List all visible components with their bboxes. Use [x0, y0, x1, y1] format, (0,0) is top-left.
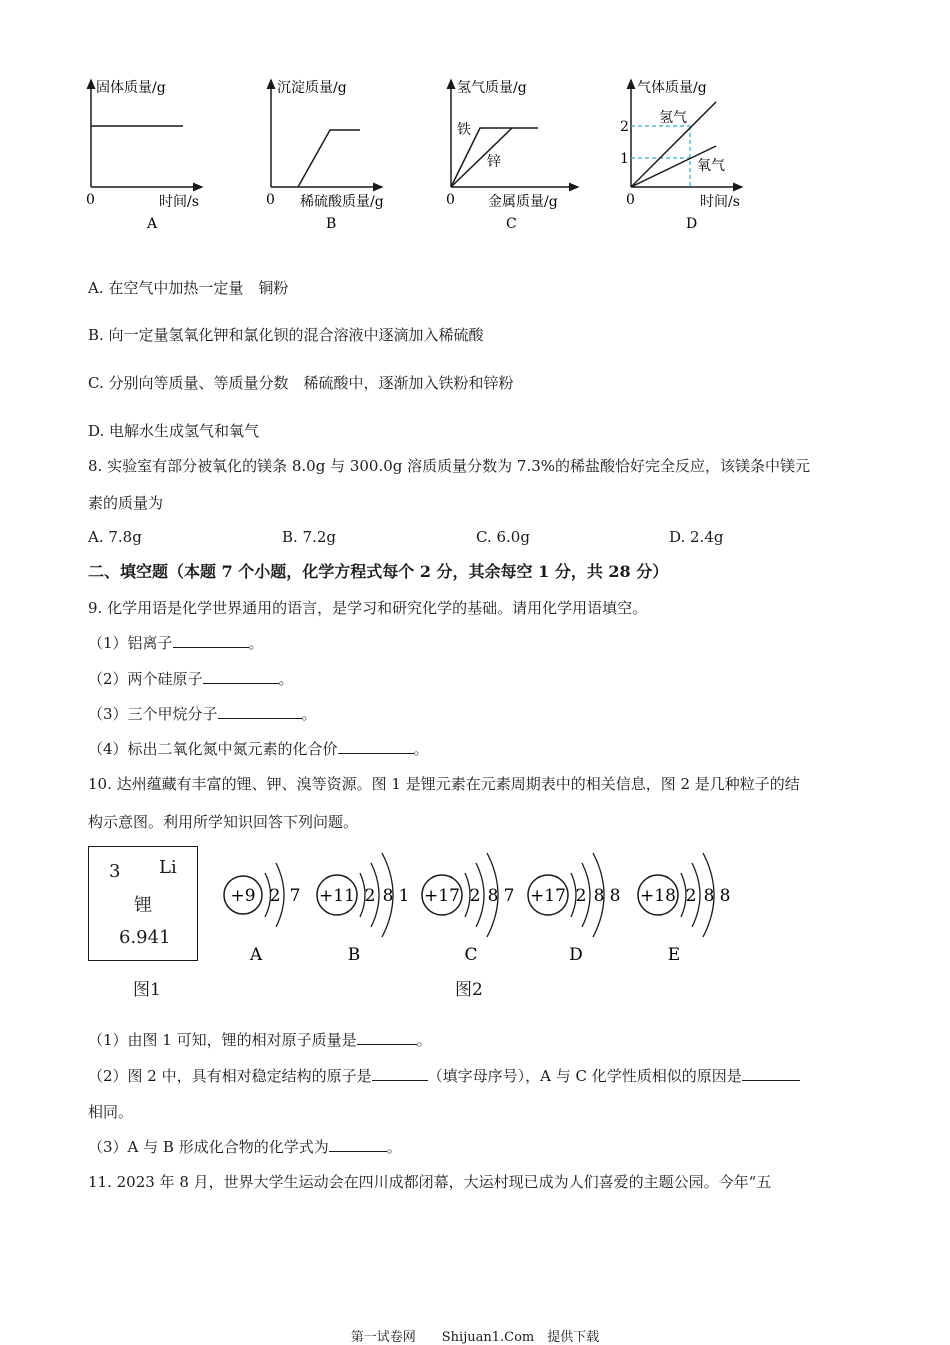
graph-d-xlabel: 时间/s	[700, 194, 740, 210]
graph-d-oxygen-label: 氧气	[697, 158, 725, 174]
particle-d-label: D	[569, 945, 583, 965]
particle-a-nucleus: +9	[230, 886, 256, 906]
particle-d-shell-2: 8	[593, 886, 605, 906]
q8-option-b: B. 7.2g	[282, 528, 337, 546]
q8-option-c: C. 6.0g	[476, 528, 530, 546]
graph-d-hydrogen-label: 氢气	[659, 110, 687, 126]
q10-sub3-text: （3）A 与 B 形成化合物的化学式为	[88, 1138, 329, 1156]
q10-sub1-text: （1）由图 1 可知，锂的相对原子质量是	[88, 1031, 357, 1049]
fig1-caption: 图1	[133, 980, 161, 1000]
particle-c-nucleus: +17	[424, 886, 460, 906]
q8-option-a: A. 7.8g	[88, 528, 142, 546]
particle-d	[528, 853, 620, 965]
graph-b-line	[298, 130, 360, 187]
q10-sub3	[88, 1137, 402, 1157]
graphs-figure	[0, 60, 950, 250]
particle-a-label: A	[249, 945, 263, 965]
graph-c-caption: C	[506, 216, 517, 232]
particle-c-shell-3: 7	[503, 886, 515, 906]
section-2-header: 二、填空题（本题 7 个小题，化学方程式每个 2 分，其余每空 1 分，共 28 分）	[88, 562, 669, 581]
q9-item-2	[88, 669, 294, 689]
particle-c-shell-1: 2	[469, 886, 481, 906]
q10-sub1	[88, 1030, 432, 1050]
q10-stem-line1: 10. 达州蕴藏有丰富的锂、钾、溴等资源。图 1 是锂元素在元素周期表中的相关信息，图 2 是几种粒子的结	[88, 775, 800, 793]
graph-b-xlabel: 稀硫酸质量/g	[300, 194, 384, 210]
q9-stem: 9. 化学用语是化学世界通用的语言，是学习和研究化学的基础。请用化学用语填空。	[88, 599, 648, 617]
particle-e-shell-3: 8	[719, 886, 731, 906]
q7-option-a: A. 在空气中加热一定量 铜粉	[88, 279, 289, 297]
q9-item-4-blank[interactable]	[338, 739, 414, 754]
q8-stem-line2: 素的质量为	[88, 494, 164, 512]
graph-d	[620, 79, 742, 232]
graph-b-ylabel: 沉淀质量/g	[277, 80, 347, 96]
graph-c-zinc-label: 锌	[487, 154, 501, 170]
q9-item-2-end: 。	[278, 670, 294, 688]
particle-d-nucleus: +17	[530, 886, 566, 906]
q7-option-d: D. 电解水生成氢气和氧气	[88, 422, 260, 440]
graph-c-iron-label: 铁	[457, 122, 471, 138]
graph-c-xlabel: 金属质量/g	[488, 194, 558, 210]
q9-item-1-label: （1）铝离子	[88, 634, 173, 652]
q9-item-4	[88, 739, 429, 759]
q10-sub1-blank[interactable]	[357, 1030, 417, 1045]
q10-sub2-part1: （2）图 2 中，具有相对稳定结构的原子是	[88, 1067, 372, 1085]
q8-stem-line1: 8. 实验室有部分被氧化的镁条 8.0g 与 300.0g 溶质质量分数为 7.3%的稀盐酸恰好完全反应，该镁条中镁元	[88, 457, 811, 475]
graph-c-ylabel: 氢气质量/g	[457, 80, 527, 96]
q10-stem-line2: 构示意图。利用所学知识回答下列问题。	[88, 813, 359, 831]
element-symbol: Li	[159, 857, 177, 878]
q7-option-c: C. 分别向等质量、等质量分数 稀硫酸中，逐渐加入铁粉和锌粉	[88, 374, 514, 392]
graph-a-ylabel: 固体质量/g	[96, 80, 166, 96]
fig2-caption: 图2	[455, 980, 483, 1000]
q10-sub2-blank-1[interactable]	[372, 1066, 428, 1081]
particle-d-shell-1: 2	[575, 886, 587, 906]
particle-b-nucleus: +11	[319, 886, 355, 906]
q9-item-2-label: （2）两个硅原子	[88, 670, 203, 688]
particle-b-shell-1: 2	[364, 886, 376, 906]
graph-c	[446, 80, 578, 232]
element-mass: 6.941	[119, 927, 171, 948]
q9-item-3-label: （3）三个甲烷分子	[88, 705, 218, 723]
q9-item-4-end: 。	[413, 740, 429, 758]
q10-sub3-blank[interactable]	[329, 1137, 387, 1152]
q10-sub2-part2: （填字母序号），A 与 C 化学性质相似的原因是	[427, 1067, 742, 1085]
particle-a	[224, 863, 300, 965]
graph-d-ylabel: 气体质量/g	[637, 80, 707, 96]
particle-c-label: C	[464, 945, 478, 965]
particle-diagrams	[210, 838, 750, 968]
graph-d-tick-1: 1	[620, 151, 629, 167]
particle-d-shell-3: 8	[609, 886, 621, 906]
particle-b-label: B	[347, 945, 361, 965]
q9-item-4-label: （4）标出二氧化氮中氮元素的化合价	[88, 740, 338, 758]
particle-e-nucleus: +18	[640, 886, 676, 906]
q9-item-1-blank[interactable]	[173, 633, 249, 648]
graph-a	[86, 79, 202, 232]
particle-b-shell-3: 1	[398, 886, 410, 906]
particle-e-label: E	[667, 945, 681, 965]
particle-b	[317, 853, 409, 965]
q9-item-3	[88, 704, 317, 724]
graph-d-tick-2: 2	[620, 119, 629, 135]
graph-d-origin: 0	[626, 192, 635, 208]
graph-b	[266, 80, 384, 232]
q8-option-d: D. 2.4g	[669, 528, 724, 546]
particle-e-shell-2: 8	[703, 886, 715, 906]
particle-e-shell-1: 2	[685, 886, 697, 906]
q10-sub2-blank-2[interactable]	[742, 1066, 800, 1081]
q10-sub2	[88, 1066, 800, 1086]
element-name: 锂	[134, 895, 152, 916]
particle-b-shell-2: 8	[382, 886, 394, 906]
q10-sub2-line2: 相同。	[88, 1103, 134, 1121]
q11-stem: 11. 2023 年 8 月，世界大学生运动会在四川成都闭幕，大运村现已成为人们喜爱的主题公园。今年“五	[88, 1173, 772, 1191]
q9-item-2-blank[interactable]	[203, 669, 279, 684]
graph-d-caption: D	[686, 216, 698, 232]
element-card	[88, 846, 198, 961]
particle-a-shell-1: 2	[269, 886, 281, 906]
graph-b-caption: B	[326, 216, 337, 232]
graph-a-origin: 0	[86, 192, 95, 208]
graph-b-origin: 0	[266, 192, 275, 208]
particle-c	[422, 853, 514, 965]
graph-c-origin: 0	[446, 192, 455, 208]
q9-item-1-end: 。	[248, 634, 264, 652]
particle-e	[638, 853, 730, 965]
q9-item-1	[88, 633, 264, 653]
graph-a-caption: A	[147, 216, 158, 232]
page-footer: 第一试卷网 Shijuan1.Com 提供下载	[350, 1330, 600, 1345]
q10-sub3-end: 。	[386, 1138, 402, 1156]
q7-option-b: B. 向一定量氢氧化钾和氯化钡的混合溶液中逐滴加入稀硫酸	[88, 326, 484, 344]
particle-c-shell-2: 8	[487, 886, 499, 906]
q10-sub1-end: 。	[416, 1031, 432, 1049]
particle-a-shell-2: 7	[289, 886, 301, 906]
q9-item-3-blank[interactable]	[218, 704, 302, 719]
q9-item-3-end: 。	[301, 705, 317, 723]
element-number: 3	[109, 861, 121, 882]
graph-a-xlabel: 时间/s	[159, 194, 199, 210]
